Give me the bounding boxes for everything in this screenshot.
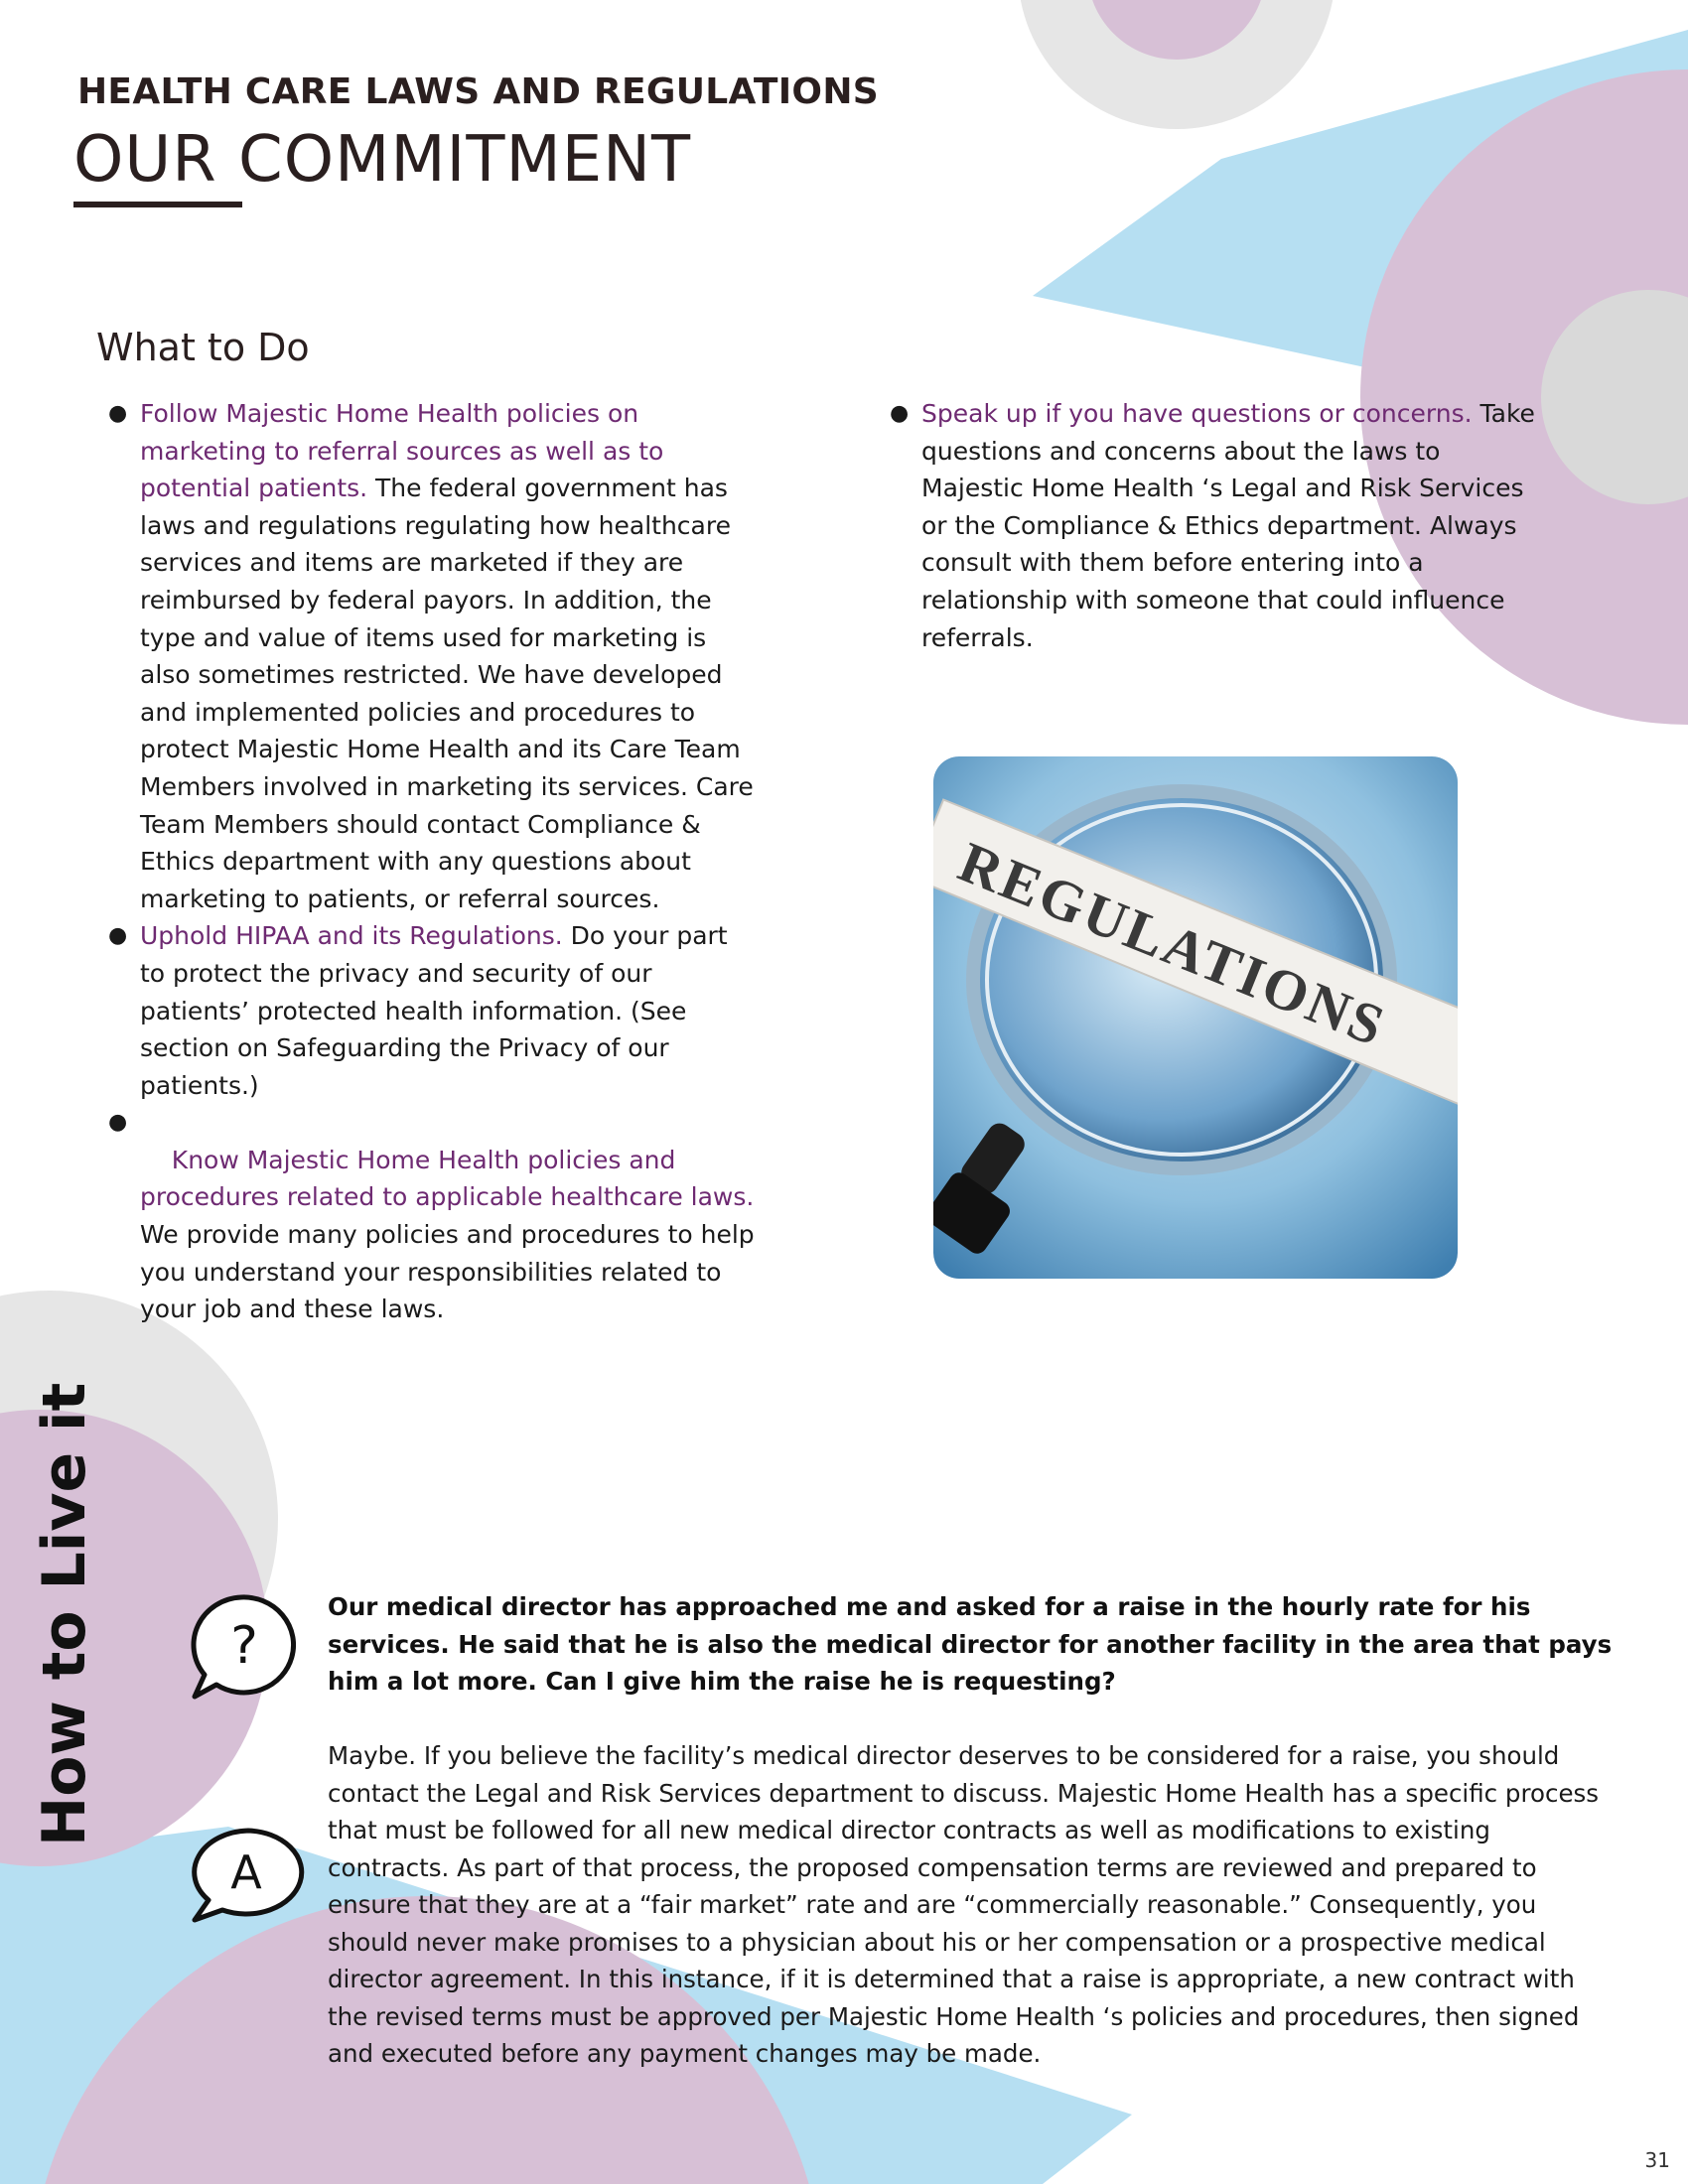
photo-caption-word: REGULATIONS — [949, 829, 1396, 1059]
bullet-body: Do your part to protect the privacy and security of our patients’ protected health information. (See section on Safeguarding the Privacy of our patients.) — [140, 921, 728, 1100]
title-underline — [73, 202, 242, 207]
bullet-icon: ● — [108, 1110, 128, 1136]
bullet-body: The federal government has laws and regulations regulating how healthcare services and items are marketed if they are reimbursed by federal payors. In addition, the type and value of items used for marketing is also sometimes restricted. We have developed and implemented policies and procedures to protect Majestic Home Health and its Care Team Members involved in marketing its services. Care Team Members should contact Compliance & Ethics department with any questions about marketing to patients, or referral sources. — [140, 474, 754, 913]
page-number: 31 — [1644, 2148, 1670, 2172]
bullet-icon: ● — [108, 923, 128, 949]
section-heading: What to Do — [96, 326, 310, 369]
bullet-body: Take questions and concerns about the laws to Majestic Home Health ‘s Legal and Risk Services or the Compliance & Ethics department. Always consult with them before entering into a relationship with someone that could influence referrals. — [921, 399, 1535, 652]
question-mark-label: ? — [230, 1616, 258, 1676]
answer-letter-label: A — [230, 1845, 262, 1899]
magnifying-glass-photo-icon — [933, 756, 1458, 1279]
question-bubble-icon — [185, 1591, 299, 1703]
bullet-lead: Speak up if you have questions or concerns. — [921, 399, 1473, 428]
answer-bubble-icon — [185, 1825, 309, 1924]
bullet-lead: Follow Majestic Home Health policies on marketing to referral sources as well as to potential patients. — [140, 399, 664, 503]
bullet-icon: ● — [108, 401, 128, 426]
scenario-question: Our medical director has approached me and asked for a raise in the hourly rate for his services. He said that he is also the medical director for another facility in the area that pays him a lot more. Can I give him the raise he is requesting? — [328, 1592, 1613, 1696]
how-to-live-it-title: How to Live it — [30, 1382, 99, 1846]
scenario-answer: Maybe. If you believe the facility’s medical director deserves to be considered for a raise, you should contact the Legal and Risk Services department to discuss. Majestic Home Health has a specific process that must be followed for all new medical director contracts as well as modifications to existing contracts. As part of that process, the proposed compensation terms are reviewed and prepared to ensure that they are at a “fair market” rate and are “commercially reasonable.” Consequently, you should never make promises to a physician about his or her compensation or a prospective medical director agreement. In this instance, if it is determined that a raise is appropriate, a new contract with the revised terms must be approved per Majestic Home Health ‘s policies and procedures, then signed and executed before any payment changes may be made. — [328, 1741, 1600, 2068]
list-item — [108, 1104, 841, 1365]
bullet-icon: ● — [890, 401, 910, 426]
right-bullet-list — [890, 395, 1537, 656]
page-title: OUR COMMITMENT — [73, 123, 692, 197]
list-item — [108, 395, 756, 917]
bullet-lead: Know Majestic Home Health policies and procedures related to applicable healthcare laws. — [140, 1145, 755, 1212]
bullet-body: We provide many policies and procedures to help you understand your responsibilities related to your job and these laws. — [140, 1182, 841, 1324]
list-item — [108, 917, 756, 1104]
bullet-lead: Uphold HIPAA and its Regulations. — [140, 921, 563, 951]
list-item — [890, 395, 1537, 656]
page-subtitle: HEALTH CARE LAWS AND REGULATIONS — [77, 71, 879, 112]
regulations-photo — [933, 756, 1458, 1279]
left-bullet-list — [108, 395, 841, 1365]
